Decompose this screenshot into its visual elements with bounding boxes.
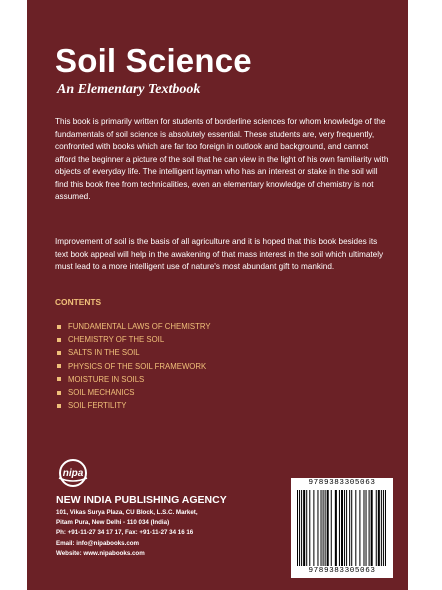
barcode-bar <box>327 490 329 566</box>
barcode-bar <box>325 490 326 566</box>
publisher-email: Email: info@nipabooks.com <box>56 540 140 547</box>
barcode-number-bottom: 9789383305063 <box>308 567 376 575</box>
bullet-square-icon <box>57 338 61 342</box>
contents-item <box>57 333 211 346</box>
contents-item <box>57 399 211 412</box>
contents-item-label: MOISTURE IN SOILS <box>68 374 145 384</box>
barcode-bar <box>349 490 350 566</box>
barcode-bar <box>309 490 310 566</box>
contents-item-label: PHYSICS OF THE SOIL FRAMEWORK <box>68 361 207 371</box>
barcode-bar <box>299 490 300 566</box>
contents-item <box>57 346 211 359</box>
bullet-square-icon <box>57 377 61 381</box>
barcode-bar <box>306 490 307 566</box>
book-title: Soil Science <box>55 42 252 79</box>
publisher-logo-icon <box>55 458 91 488</box>
barcode-bar <box>378 490 380 566</box>
contents-item <box>57 360 211 373</box>
description-paragraph-2: Improvement of soil is the basis of all agriculture and it is hoped that this book besides its text book appeal will help in the awakening of that mass interest in the soil which ultimately must lead to a more intelligent use of nature's most abundant gift to mankind. <box>55 237 384 271</box>
contents-heading: CONTENTS <box>55 297 102 307</box>
barcode-bar <box>366 490 367 566</box>
contents-item-label: SOIL FERTILITY <box>68 401 127 411</box>
bullet-square-icon <box>57 351 61 355</box>
publisher-phone: Ph: +91-11-27 34 17 17, Fax: +91-11-27 34 16 16 <box>56 529 194 536</box>
book-back-cover <box>27 0 408 590</box>
barcode-bar <box>376 490 377 566</box>
barcode-bar <box>385 490 386 566</box>
barcode-bar <box>303 490 305 566</box>
barcode-bar <box>323 490 324 566</box>
barcode-bar <box>339 490 340 566</box>
bullet-square-icon <box>57 391 61 395</box>
barcode-number-top: 9789383305063 <box>308 479 376 487</box>
barcode-bar <box>321 490 322 566</box>
barcode-bar <box>297 490 298 566</box>
barcode-bar <box>363 490 364 566</box>
barcode-bar <box>344 490 345 566</box>
contents-item-label: FUNDAMENTAL LAWS OF CHEMISTRY <box>68 322 211 332</box>
publisher-website: Website: www.nipabooks.com <box>56 550 145 557</box>
barcode-bar <box>351 490 352 566</box>
barcode <box>291 478 393 578</box>
barcode-bar <box>346 490 347 566</box>
barcode-bar <box>369 490 370 566</box>
description-paragraph-1: This book is primarily written for students of borderline sciences for whom knowledge of the fundamentals of soil science is absolutely essential. These students are, very frequently, confronted with books which are far too foreign in outlook and background, and cannot afford the beginner a picture of the soil that he can view in the light of his own familiarity with objects of everyday life. The intelligent layman who has an interest or stake in the soil will find this book free from technicalities, even an elementary knowledge of chemistry is not assumed. <box>55 117 389 201</box>
barcode-bar <box>301 490 302 566</box>
contents-item-label: CHEMISTRY OF THE SOIL <box>68 335 165 345</box>
contents-item <box>57 320 211 333</box>
barcode-bar <box>355 490 356 566</box>
contents-item <box>57 386 211 399</box>
contents-list <box>57 320 211 412</box>
publisher-address-line-2: Pitam Pura, New Delhi - 110 034 (India) <box>56 519 170 526</box>
publisher-address-line-1: 101, Vikas Surya Plaza, CU Block, L.S.C. Market, <box>56 509 198 516</box>
logo-text: nipa <box>62 468 84 479</box>
barcode-bar <box>383 490 384 566</box>
contents-item-label: SOIL MECHANICS <box>68 388 135 398</box>
publisher-name: NEW INDIA PUBLISHING AGENCY <box>56 494 227 506</box>
bullet-square-icon <box>57 404 61 408</box>
barcode-bar <box>341 490 343 566</box>
contents-item-label: SALTS IN THE SOIL <box>68 348 140 358</box>
contents-item <box>57 373 211 386</box>
barcode-bar <box>381 490 382 566</box>
book-subtitle: An Elementary Textbook <box>57 82 201 97</box>
bullet-square-icon <box>57 325 61 329</box>
barcode-bar <box>371 490 373 566</box>
barcode-bar <box>313 490 314 566</box>
bullet-square-icon <box>57 364 61 368</box>
barcode-bar <box>359 490 360 566</box>
barcode-bars <box>295 490 389 566</box>
barcode-bar <box>335 490 337 566</box>
barcode-bar <box>331 490 332 566</box>
barcode-bar <box>317 490 318 566</box>
